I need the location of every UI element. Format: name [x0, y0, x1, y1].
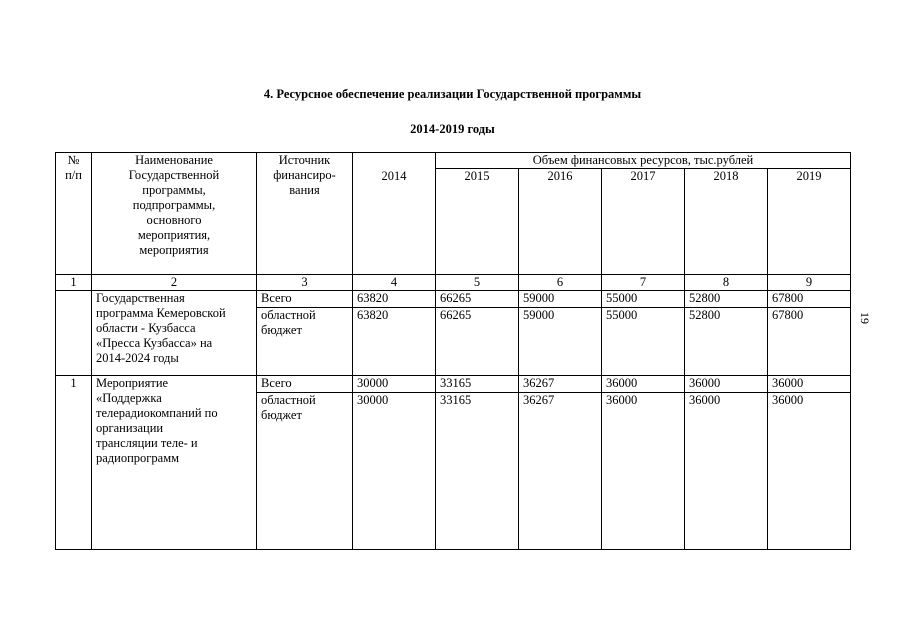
row-name [92, 376, 257, 550]
header-year-2015: 2015 [436, 169, 519, 275]
header-name-line: Государственной [128, 168, 220, 182]
column-number: 5 [436, 275, 519, 291]
column-number: 1 [56, 275, 92, 291]
value-cell: 36000 [685, 393, 768, 550]
row-name-line: «Пресса Кузбасса» на [96, 336, 213, 350]
header-name-line: Наименование [135, 153, 213, 167]
value-cell: 66265 [436, 308, 519, 376]
row-source-line: бюджет [261, 408, 302, 422]
column-number: 3 [257, 275, 353, 291]
header-source-cell [257, 153, 353, 275]
column-number: 6 [519, 275, 602, 291]
row-name-line: трансляции теле- и [96, 436, 198, 450]
value-cell: 59000 [519, 291, 602, 308]
header-volume-cell: Объем финансовых ресурсов, тыс.рублей [436, 153, 851, 169]
value-cell: 63820 [353, 308, 436, 376]
page-number: 19 [858, 312, 872, 324]
header-source-line: Источник [278, 153, 331, 167]
row-num [56, 291, 92, 376]
value-cell: 59000 [519, 308, 602, 376]
value-cell: 36000 [768, 376, 851, 393]
value-cell: 36000 [602, 376, 685, 393]
row-name-line: 2014-2024 годы [96, 351, 179, 365]
header-volume-blank [353, 153, 436, 169]
header-num-line: № [67, 153, 80, 167]
value-cell: 30000 [353, 376, 436, 393]
row-name-line: области - Кузбасса [96, 321, 196, 335]
table-row [56, 376, 851, 393]
header-source-line: вания [289, 183, 320, 197]
value-cell: 30000 [353, 393, 436, 550]
header-name-line: мероприятия, [137, 228, 211, 242]
value-cell: 36267 [519, 376, 602, 393]
header-num-line: п/п [65, 168, 82, 182]
header-name-line: мероприятия [139, 243, 209, 257]
row-name-line: программа Кемеровской [96, 306, 226, 320]
value-cell: 52800 [685, 308, 768, 376]
header-name-cell [92, 153, 257, 275]
value-cell: 55000 [602, 308, 685, 376]
header-name-line: подпрограммы, [132, 198, 216, 212]
column-number: 8 [685, 275, 768, 291]
table-row [56, 291, 851, 308]
header-name-line: программы, [142, 183, 206, 197]
value-cell: 52800 [685, 291, 768, 308]
value-cell: 33165 [436, 393, 519, 550]
column-number: 2 [92, 275, 257, 291]
row-source: Всего [257, 291, 353, 308]
header-year-2019: 2019 [768, 169, 851, 275]
header-num-cell [56, 153, 92, 275]
row-name [92, 291, 257, 376]
column-number-row [56, 275, 851, 291]
column-number: 4 [353, 275, 436, 291]
row-source-line: областной [261, 308, 316, 322]
row-name-line: радиопрограмм [96, 451, 180, 465]
value-cell: 67800 [768, 308, 851, 376]
value-cell: 36267 [519, 393, 602, 550]
row-source-line: бюджет [261, 323, 302, 337]
row-source-line: областной [261, 393, 316, 407]
column-number: 9 [768, 275, 851, 291]
row-name-line: организации [96, 421, 164, 435]
header-year-2016: 2016 [519, 169, 602, 275]
row-name-line: телерадиокомпаний по [96, 406, 218, 420]
resource-table [55, 152, 851, 550]
value-cell: 36000 [685, 376, 768, 393]
document-heading: 4. Ресурсное обеспечение реализации Государственной программы [263, 87, 642, 101]
value-cell: 55000 [602, 291, 685, 308]
row-name-line: Государственная [96, 291, 185, 305]
row-source: Всего [257, 376, 353, 393]
row-name-line: «Поддержка [96, 391, 162, 405]
header-year-2018: 2018 [685, 169, 768, 275]
row-source [257, 308, 353, 376]
value-cell: 67800 [768, 291, 851, 308]
value-cell: 66265 [436, 291, 519, 308]
header-row [56, 153, 851, 169]
value-cell: 36000 [768, 393, 851, 550]
header-year-2017: 2017 [602, 169, 685, 275]
header-name-line: основного [146, 213, 202, 227]
header-year-2014: 2014 [353, 169, 436, 275]
value-cell: 63820 [353, 291, 436, 308]
row-name-line: Мероприятие [96, 376, 169, 390]
value-cell: 33165 [436, 376, 519, 393]
row-source [257, 393, 353, 550]
document-period: 2014-2019 годы [410, 122, 495, 136]
header-source-line: финансиро- [273, 168, 336, 182]
column-number: 7 [602, 275, 685, 291]
row-num: 1 [56, 376, 92, 550]
value-cell: 36000 [602, 393, 685, 550]
